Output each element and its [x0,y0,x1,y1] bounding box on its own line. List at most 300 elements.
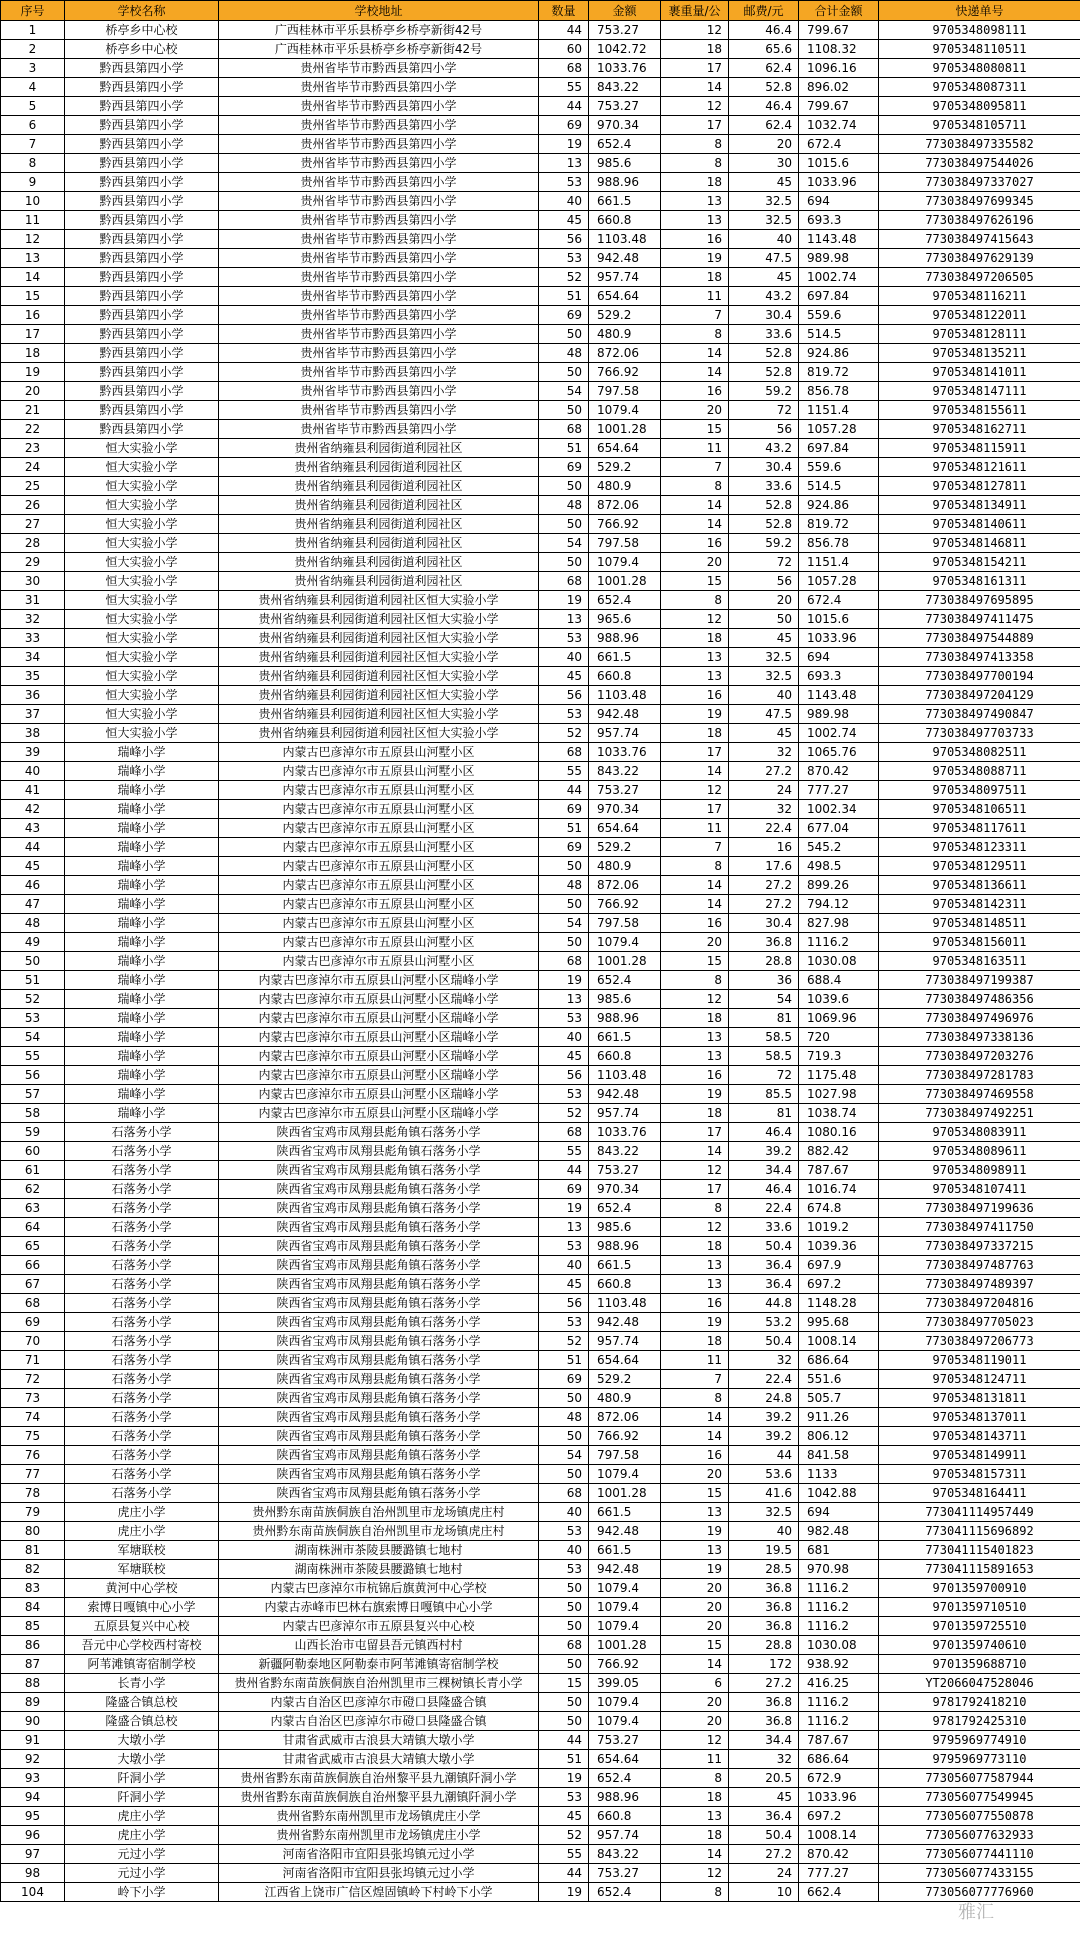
cell-total[interactable]: 694 [799,648,879,667]
cell-school-address[interactable]: 河南省洛阳市宜阳县张坞镇元过小学 [219,1845,539,1864]
cell-amount[interactable]: 766.92 [589,1655,661,1674]
cell-weight[interactable]: 19 [661,705,729,724]
cell-amount[interactable]: 1001.28 [589,1484,661,1503]
cell-school-address[interactable]: 新疆阿勒泰地区阿勒泰市阿苇滩镇寄宿制学校 [219,1655,539,1674]
cell-total[interactable]: 1008.14 [799,1332,879,1351]
cell-weight[interactable]: 13 [661,211,729,230]
cell-postage[interactable]: 44 [729,1446,799,1465]
cell-tracking-number[interactable]: 773038497281783 [879,1066,1080,1085]
cell-total[interactable]: 982.48 [799,1522,879,1541]
cell-amount[interactable]: 942.48 [589,1085,661,1104]
cell-total[interactable]: 896.02 [799,78,879,97]
cell-school-name[interactable]: 虎庄小学 [65,1807,219,1826]
cell-tracking-number[interactable]: 9705348135211 [879,344,1080,363]
cell-amount[interactable]: 872.06 [589,1408,661,1427]
cell-postage[interactable]: 65.6 [729,40,799,59]
cell-amount[interactable]: 970.34 [589,1180,661,1199]
cell-amount[interactable]: 797.58 [589,534,661,553]
cell-postage[interactable]: 50.4 [729,1826,799,1845]
cell-quantity[interactable]: 13 [539,990,589,1009]
cell-school-name[interactable]: 瑞峰小学 [65,952,219,971]
cell-quantity[interactable]: 69 [539,458,589,477]
cell-postage[interactable]: 54 [729,990,799,1009]
cell-tracking-number[interactable]: 773038497544889 [879,629,1080,648]
cell-index[interactable]: 63 [1,1199,65,1218]
cell-weight[interactable]: 16 [661,230,729,249]
cell-quantity[interactable]: 50 [539,1712,589,1731]
cell-tracking-number[interactable]: 9701359688710 [879,1655,1080,1674]
cell-index[interactable]: 6 [1,116,65,135]
cell-index[interactable]: 79 [1,1503,65,1522]
cell-school-address[interactable]: 内蒙古巴彦淖尔市五原县山河墅小区瑞峰小学 [219,1085,539,1104]
cell-weight[interactable]: 14 [661,363,729,382]
cell-school-name[interactable]: 黔西县第四小学 [65,230,219,249]
cell-total[interactable]: 719.3 [799,1047,879,1066]
cell-postage[interactable]: 36.8 [729,1598,799,1617]
cell-amount[interactable]: 753.27 [589,97,661,116]
cell-school-name[interactable]: 黔西县第四小学 [65,382,219,401]
cell-index[interactable]: 78 [1,1484,65,1503]
cell-weight[interactable]: 18 [661,1237,729,1256]
cell-amount[interactable]: 480.9 [589,325,661,344]
cell-weight[interactable]: 18 [661,1788,729,1807]
cell-school-name[interactable]: 恒大实验小学 [65,553,219,572]
cell-quantity[interactable]: 56 [539,1294,589,1313]
cell-postage[interactable]: 33.6 [729,325,799,344]
cell-tracking-number[interactable]: 9705348131811 [879,1389,1080,1408]
cell-index[interactable]: 48 [1,914,65,933]
cell-index[interactable]: 85 [1,1617,65,1636]
cell-quantity[interactable]: 48 [539,496,589,515]
cell-tracking-number[interactable]: 773038497411750 [879,1218,1080,1237]
cell-tracking-number[interactable]: 9705348115911 [879,439,1080,458]
cell-postage[interactable]: 52.8 [729,344,799,363]
cell-school-address[interactable]: 内蒙古巴彦淖尔市五原县山河墅小区 [219,743,539,762]
cell-weight[interactable]: 16 [661,382,729,401]
cell-total[interactable]: 1143.48 [799,686,879,705]
cell-postage[interactable]: 24 [729,781,799,800]
cell-school-address[interactable]: 陕西省宝鸡市凤翔县彪角镇石落务小学 [219,1484,539,1503]
cell-quantity[interactable]: 68 [539,572,589,591]
cell-tracking-number[interactable]: 773041115696892 [879,1522,1080,1541]
cell-weight[interactable]: 19 [661,1560,729,1579]
cell-index[interactable]: 31 [1,591,65,610]
cell-tracking-number[interactable]: 9705348098111 [879,21,1080,40]
cell-quantity[interactable]: 45 [539,1275,589,1294]
cell-tracking-number[interactable]: 773038497700194 [879,667,1080,686]
cell-school-address[interactable]: 贵州省纳雍县利园街道利园社区 [219,496,539,515]
cell-school-address[interactable]: 陕西省宝鸡市凤翔县彪角镇石落务小学 [219,1427,539,1446]
cell-index[interactable]: 97 [1,1845,65,1864]
cell-total[interactable]: 819.72 [799,515,879,534]
cell-school-name[interactable]: 石落务小学 [65,1275,219,1294]
cell-tracking-number[interactable]: 9705348107411 [879,1180,1080,1199]
cell-index[interactable]: 40 [1,762,65,781]
cell-total[interactable]: 1175.48 [799,1066,879,1085]
cell-amount[interactable]: 1079.4 [589,1712,661,1731]
cell-school-name[interactable]: 瑞峰小学 [65,876,219,895]
cell-school-name[interactable]: 石落务小学 [65,1465,219,1484]
cell-total[interactable]: 1015.6 [799,154,879,173]
cell-school-address[interactable]: 内蒙古赤峰市巴林右旗索博日嘎镇中心小学 [219,1598,539,1617]
cell-quantity[interactable]: 54 [539,382,589,401]
cell-tracking-number[interactable]: 9705348157311 [879,1465,1080,1484]
cell-total[interactable]: 970.98 [799,1560,879,1579]
cell-quantity[interactable]: 48 [539,1408,589,1427]
cell-postage[interactable]: 19.5 [729,1541,799,1560]
cell-school-name[interactable]: 石落务小学 [65,1218,219,1237]
cell-school-address[interactable]: 贵州黔东南苗族侗族自治州凯里市龙场镇虎庄村 [219,1503,539,1522]
cell-postage[interactable]: 17.6 [729,857,799,876]
cell-school-address[interactable]: 贵州省毕节市黔西县第四小学 [219,382,539,401]
cell-weight[interactable]: 18 [661,40,729,59]
cell-postage[interactable]: 81 [729,1104,799,1123]
cell-index[interactable]: 83 [1,1579,65,1598]
cell-school-name[interactable]: 元过小学 [65,1864,219,1883]
cell-postage[interactable]: 32.5 [729,1503,799,1522]
cell-tracking-number[interactable]: 9705348097511 [879,781,1080,800]
cell-weight[interactable]: 17 [661,1123,729,1142]
cell-index[interactable]: 88 [1,1674,65,1693]
cell-total[interactable]: 686.64 [799,1750,879,1769]
cell-weight[interactable]: 12 [661,781,729,800]
cell-tracking-number[interactable]: 773038497486356 [879,990,1080,1009]
cell-school-address[interactable]: 贵州省毕节市黔西县第四小学 [219,325,539,344]
cell-index[interactable]: 39 [1,743,65,762]
cell-amount[interactable]: 1001.28 [589,1636,661,1655]
cell-school-address[interactable]: 陕西省宝鸡市凤翔县彪角镇石落务小学 [219,1161,539,1180]
cell-postage[interactable]: 53.6 [729,1465,799,1484]
cell-total[interactable]: 694 [799,192,879,211]
cell-school-name[interactable]: 石落务小学 [65,1370,219,1389]
col-header-school-name[interactable]: 学校名称 [65,1,219,21]
cell-postage[interactable]: 39.2 [729,1408,799,1427]
cell-total[interactable]: 674.8 [799,1199,879,1218]
cell-school-address[interactable]: 内蒙古巴彦淖尔市五原县复兴中心校 [219,1617,539,1636]
cell-index[interactable]: 84 [1,1598,65,1617]
cell-amount[interactable]: 872.06 [589,876,661,895]
cell-weight[interactable]: 8 [661,154,729,173]
cell-amount[interactable]: 988.96 [589,1009,661,1028]
cell-school-address[interactable]: 内蒙古自治区巴彦淖尔市磴口县隆盛合镇 [219,1712,539,1731]
cell-weight[interactable]: 20 [661,1693,729,1712]
cell-postage[interactable]: 46.4 [729,97,799,116]
cell-tracking-number[interactable]: 773038497335582 [879,135,1080,154]
cell-school-name[interactable]: 石落务小学 [65,1256,219,1275]
cell-tracking-number[interactable]: 9705348087311 [879,78,1080,97]
cell-amount[interactable]: 652.4 [589,971,661,990]
cell-postage[interactable]: 10 [729,1883,799,1902]
cell-total[interactable]: 787.67 [799,1161,879,1180]
cell-weight[interactable]: 20 [661,1712,729,1731]
cell-index[interactable]: 47 [1,895,65,914]
cell-total[interactable]: 551.6 [799,1370,879,1389]
cell-amount[interactable]: 942.48 [589,1313,661,1332]
cell-quantity[interactable]: 53 [539,1788,589,1807]
cell-tracking-number[interactable]: 9705348083911 [879,1123,1080,1142]
cell-tracking-number[interactable]: 9705348161311 [879,572,1080,591]
cell-school-address[interactable]: 贵州省毕节市黔西县第四小学 [219,211,539,230]
cell-tracking-number[interactable]: 9705348127811 [879,477,1080,496]
cell-tracking-number[interactable]: 773038497626196 [879,211,1080,230]
cell-total[interactable]: 1019.2 [799,1218,879,1237]
cell-quantity[interactable]: 56 [539,230,589,249]
cell-total[interactable]: 1002.74 [799,724,879,743]
cell-school-address[interactable]: 贵州黔东南苗族侗族自治州凯里市龙场镇虎庄村 [219,1522,539,1541]
cell-total[interactable]: 841.58 [799,1446,879,1465]
cell-amount[interactable]: 797.58 [589,914,661,933]
cell-amount[interactable]: 529.2 [589,458,661,477]
cell-weight[interactable]: 14 [661,1142,729,1161]
cell-total[interactable]: 693.3 [799,211,879,230]
cell-postage[interactable]: 43.2 [729,287,799,306]
cell-amount[interactable]: 1079.4 [589,401,661,420]
cell-weight[interactable]: 16 [661,914,729,933]
cell-total[interactable]: 1038.74 [799,1104,879,1123]
cell-amount[interactable]: 1033.76 [589,743,661,762]
cell-school-address[interactable]: 贵州省纳雍县利园街道利园社区 [219,515,539,534]
cell-school-name[interactable]: 恒大实验小学 [65,439,219,458]
cell-weight[interactable]: 12 [661,97,729,116]
cell-quantity[interactable]: 54 [539,1446,589,1465]
cell-quantity[interactable]: 40 [539,192,589,211]
cell-index[interactable]: 41 [1,781,65,800]
cell-total[interactable]: 1039.36 [799,1237,879,1256]
cell-amount[interactable]: 957.74 [589,1104,661,1123]
cell-amount[interactable]: 1103.48 [589,1294,661,1313]
col-header-index[interactable]: 序号 [1,1,65,21]
cell-index[interactable]: 17 [1,325,65,344]
cell-weight[interactable]: 13 [661,1028,729,1047]
cell-weight[interactable]: 18 [661,268,729,287]
cell-school-name[interactable]: 恒大实验小学 [65,572,219,591]
cell-total[interactable]: 1015.6 [799,610,879,629]
col-header-tracking-number[interactable]: 快递单号 [879,1,1080,21]
cell-postage[interactable]: 34.4 [729,1161,799,1180]
col-header-postage[interactable]: 邮费/元 [729,1,799,21]
cell-tracking-number[interactable]: 773056077632933 [879,1826,1080,1845]
cell-weight[interactable]: 17 [661,1180,729,1199]
cell-amount[interactable]: 1079.4 [589,933,661,952]
cell-weight[interactable]: 16 [661,1294,729,1313]
cell-weight[interactable]: 20 [661,1465,729,1484]
cell-school-address[interactable]: 湖南株洲市茶陵县腰潞镇七地村 [219,1541,539,1560]
cell-quantity[interactable]: 60 [539,40,589,59]
cell-total[interactable]: 1116.2 [799,1693,879,1712]
cell-weight[interactable]: 15 [661,420,729,439]
cell-weight[interactable]: 18 [661,1009,729,1028]
cell-weight[interactable]: 19 [661,1522,729,1541]
cell-total[interactable]: 1030.08 [799,1636,879,1655]
cell-school-name[interactable]: 恒大实验小学 [65,458,219,477]
cell-school-address[interactable]: 内蒙古巴彦淖尔市杭锦后旗黄河中心学校 [219,1579,539,1598]
cell-quantity[interactable]: 53 [539,173,589,192]
cell-weight[interactable]: 11 [661,1750,729,1769]
cell-index[interactable]: 87 [1,1655,65,1674]
cell-amount[interactable]: 942.48 [589,705,661,724]
cell-index[interactable]: 86 [1,1636,65,1655]
cell-postage[interactable]: 36.8 [729,1579,799,1598]
cell-amount[interactable]: 661.5 [589,1028,661,1047]
cell-quantity[interactable]: 51 [539,439,589,458]
cell-amount[interactable]: 1079.4 [589,1598,661,1617]
cell-amount[interactable]: 957.74 [589,268,661,287]
cell-school-address[interactable]: 贵州省纳雍县利园街道利园社区 [219,439,539,458]
cell-school-name[interactable]: 黔西县第四小学 [65,306,219,325]
cell-quantity[interactable]: 68 [539,952,589,971]
cell-tracking-number[interactable]: 9705348141011 [879,363,1080,382]
cell-postage[interactable]: 36 [729,971,799,990]
cell-postage[interactable]: 36.4 [729,1275,799,1294]
cell-school-address[interactable]: 内蒙古巴彦淖尔市五原县山河墅小区 [219,876,539,895]
cell-tracking-number[interactable]: 773038497487763 [879,1256,1080,1275]
cell-tracking-number[interactable]: 9705348164411 [879,1484,1080,1503]
cell-weight[interactable]: 13 [661,1256,729,1275]
cell-quantity[interactable]: 69 [539,800,589,819]
cell-weight[interactable]: 8 [661,1883,729,1902]
cell-amount[interactable]: 957.74 [589,1826,661,1845]
cell-postage[interactable]: 20 [729,135,799,154]
cell-amount[interactable]: 1103.48 [589,230,661,249]
cell-tracking-number[interactable]: 9795969773110 [879,1750,1080,1769]
cell-total[interactable]: 924.86 [799,496,879,515]
cell-quantity[interactable]: 45 [539,211,589,230]
cell-total[interactable]: 1033.96 [799,629,879,648]
cell-quantity[interactable]: 50 [539,553,589,572]
cell-school-name[interactable]: 黔西县第四小学 [65,325,219,344]
cell-total[interactable]: 697.84 [799,287,879,306]
cell-quantity[interactable]: 50 [539,1655,589,1674]
cell-index[interactable]: 33 [1,629,65,648]
cell-total[interactable]: 545.2 [799,838,879,857]
cell-quantity[interactable]: 50 [539,933,589,952]
cell-school-name[interactable]: 瑞峰小学 [65,1009,219,1028]
cell-tracking-number[interactable]: 9705348142311 [879,895,1080,914]
cell-total[interactable]: 856.78 [799,382,879,401]
cell-weight[interactable]: 14 [661,515,729,534]
cell-quantity[interactable]: 52 [539,268,589,287]
cell-tracking-number[interactable]: 773056077441110 [879,1845,1080,1864]
cell-weight[interactable]: 18 [661,629,729,648]
cell-amount[interactable]: 1001.28 [589,420,661,439]
cell-weight[interactable]: 12 [661,1864,729,1883]
cell-quantity[interactable]: 68 [539,1484,589,1503]
cell-tracking-number[interactable]: 773038497544026 [879,154,1080,173]
cell-postage[interactable]: 30 [729,154,799,173]
cell-postage[interactable]: 40 [729,1522,799,1541]
cell-tracking-number[interactable]: 773041115401823 [879,1541,1080,1560]
cell-index[interactable]: 62 [1,1180,65,1199]
cell-tracking-number[interactable]: 773038497469558 [879,1085,1080,1104]
cell-index[interactable]: 27 [1,515,65,534]
cell-postage[interactable]: 45 [729,1788,799,1807]
cell-total[interactable]: 720 [799,1028,879,1047]
cell-total[interactable]: 688.4 [799,971,879,990]
cell-postage[interactable]: 32.5 [729,648,799,667]
cell-quantity[interactable]: 50 [539,1579,589,1598]
cell-weight[interactable]: 13 [661,1541,729,1560]
cell-school-address[interactable]: 贵州省毕节市黔西县第四小学 [219,401,539,420]
cell-total[interactable]: 1030.08 [799,952,879,971]
cell-postage[interactable]: 45 [729,268,799,287]
cell-tracking-number[interactable]: 773038497199636 [879,1199,1080,1218]
cell-total[interactable]: 777.27 [799,781,879,800]
cell-index[interactable]: 90 [1,1712,65,1731]
cell-index[interactable]: 76 [1,1446,65,1465]
cell-quantity[interactable]: 44 [539,1864,589,1883]
cell-school-address[interactable]: 内蒙古巴彦淖尔市五原县山河墅小区瑞峰小学 [219,1047,539,1066]
cell-tracking-number[interactable]: 773041115891653 [879,1560,1080,1579]
cell-tracking-number[interactable]: 773056077587944 [879,1769,1080,1788]
cell-school-name[interactable]: 石落务小学 [65,1313,219,1332]
cell-school-name[interactable]: 石落务小学 [65,1427,219,1446]
cell-quantity[interactable]: 55 [539,78,589,97]
cell-school-address[interactable]: 江西省上饶市广信区煌固镇岭下村岭下小学 [219,1883,539,1902]
cell-school-address[interactable]: 内蒙古巴彦淖尔市五原县山河墅小区瑞峰小学 [219,1066,539,1085]
cell-quantity[interactable]: 53 [539,1085,589,1104]
cell-weight[interactable]: 14 [661,344,729,363]
cell-tracking-number[interactable]: 9705348146811 [879,534,1080,553]
cell-tracking-number[interactable]: 773038497206505 [879,268,1080,287]
cell-amount[interactable]: 1103.48 [589,686,661,705]
cell-school-name[interactable]: 军塘联校 [65,1541,219,1560]
cell-weight[interactable]: 17 [661,743,729,762]
cell-school-address[interactable]: 陕西省宝鸡市凤翔县彪角镇石落务小学 [219,1275,539,1294]
cell-school-name[interactable]: 隆盛合镇总校 [65,1712,219,1731]
cell-school-address[interactable]: 贵州省毕节市黔西县第四小学 [219,249,539,268]
cell-weight[interactable]: 14 [661,1408,729,1427]
cell-quantity[interactable]: 40 [539,1541,589,1560]
cell-weight[interactable]: 13 [661,1047,729,1066]
cell-quantity[interactable]: 53 [539,1237,589,1256]
cell-school-address[interactable]: 贵州省纳雍县利园街道利园社区恒大实验小学 [219,610,539,629]
cell-weight[interactable]: 16 [661,1446,729,1465]
cell-index[interactable]: 21 [1,401,65,420]
cell-amount[interactable]: 988.96 [589,1237,661,1256]
cell-tracking-number[interactable]: 773038497489397 [879,1275,1080,1294]
cell-postage[interactable]: 27.2 [729,895,799,914]
cell-amount[interactable]: 1103.48 [589,1066,661,1085]
cell-school-address[interactable]: 河南省洛阳市宜阳县张坞镇元过小学 [219,1864,539,1883]
cell-amount[interactable]: 942.48 [589,1522,661,1541]
cell-tracking-number[interactable]: 9705348148511 [879,914,1080,933]
cell-index[interactable]: 23 [1,439,65,458]
cell-amount[interactable]: 660.8 [589,1047,661,1066]
cell-school-name[interactable]: 岭下小学 [65,1883,219,1902]
cell-quantity[interactable]: 54 [539,914,589,933]
cell-quantity[interactable]: 53 [539,1522,589,1541]
cell-index[interactable]: 68 [1,1294,65,1313]
cell-amount[interactable]: 529.2 [589,838,661,857]
cell-school-address[interactable]: 贵州省纳雍县利园街道利园社区 [219,572,539,591]
cell-postage[interactable]: 53.2 [729,1313,799,1332]
cell-weight[interactable]: 20 [661,933,729,952]
cell-school-address[interactable]: 陕西省宝鸡市凤翔县彪角镇石落务小学 [219,1180,539,1199]
cell-index[interactable]: 28 [1,534,65,553]
cell-school-name[interactable]: 大墩小学 [65,1750,219,1769]
cell-weight[interactable]: 15 [661,1484,729,1503]
cell-school-address[interactable]: 贵州省纳雍县利园街道利园社区恒大实验小学 [219,705,539,724]
cell-quantity[interactable]: 50 [539,1693,589,1712]
cell-weight[interactable]: 18 [661,724,729,743]
cell-tracking-number[interactable]: 773038497415643 [879,230,1080,249]
cell-school-address[interactable]: 陕西省宝鸡市凤翔县彪角镇石落务小学 [219,1351,539,1370]
cell-total[interactable]: 1143.48 [799,230,879,249]
col-header-school-address[interactable]: 学校地址 [219,1,539,21]
cell-school-address[interactable]: 贵州省黔东南苗族侗族自治州黎平县九潮镇阡洞小学 [219,1788,539,1807]
cell-school-name[interactable]: 恒大实验小学 [65,686,219,705]
cell-total[interactable]: 1057.28 [799,420,879,439]
